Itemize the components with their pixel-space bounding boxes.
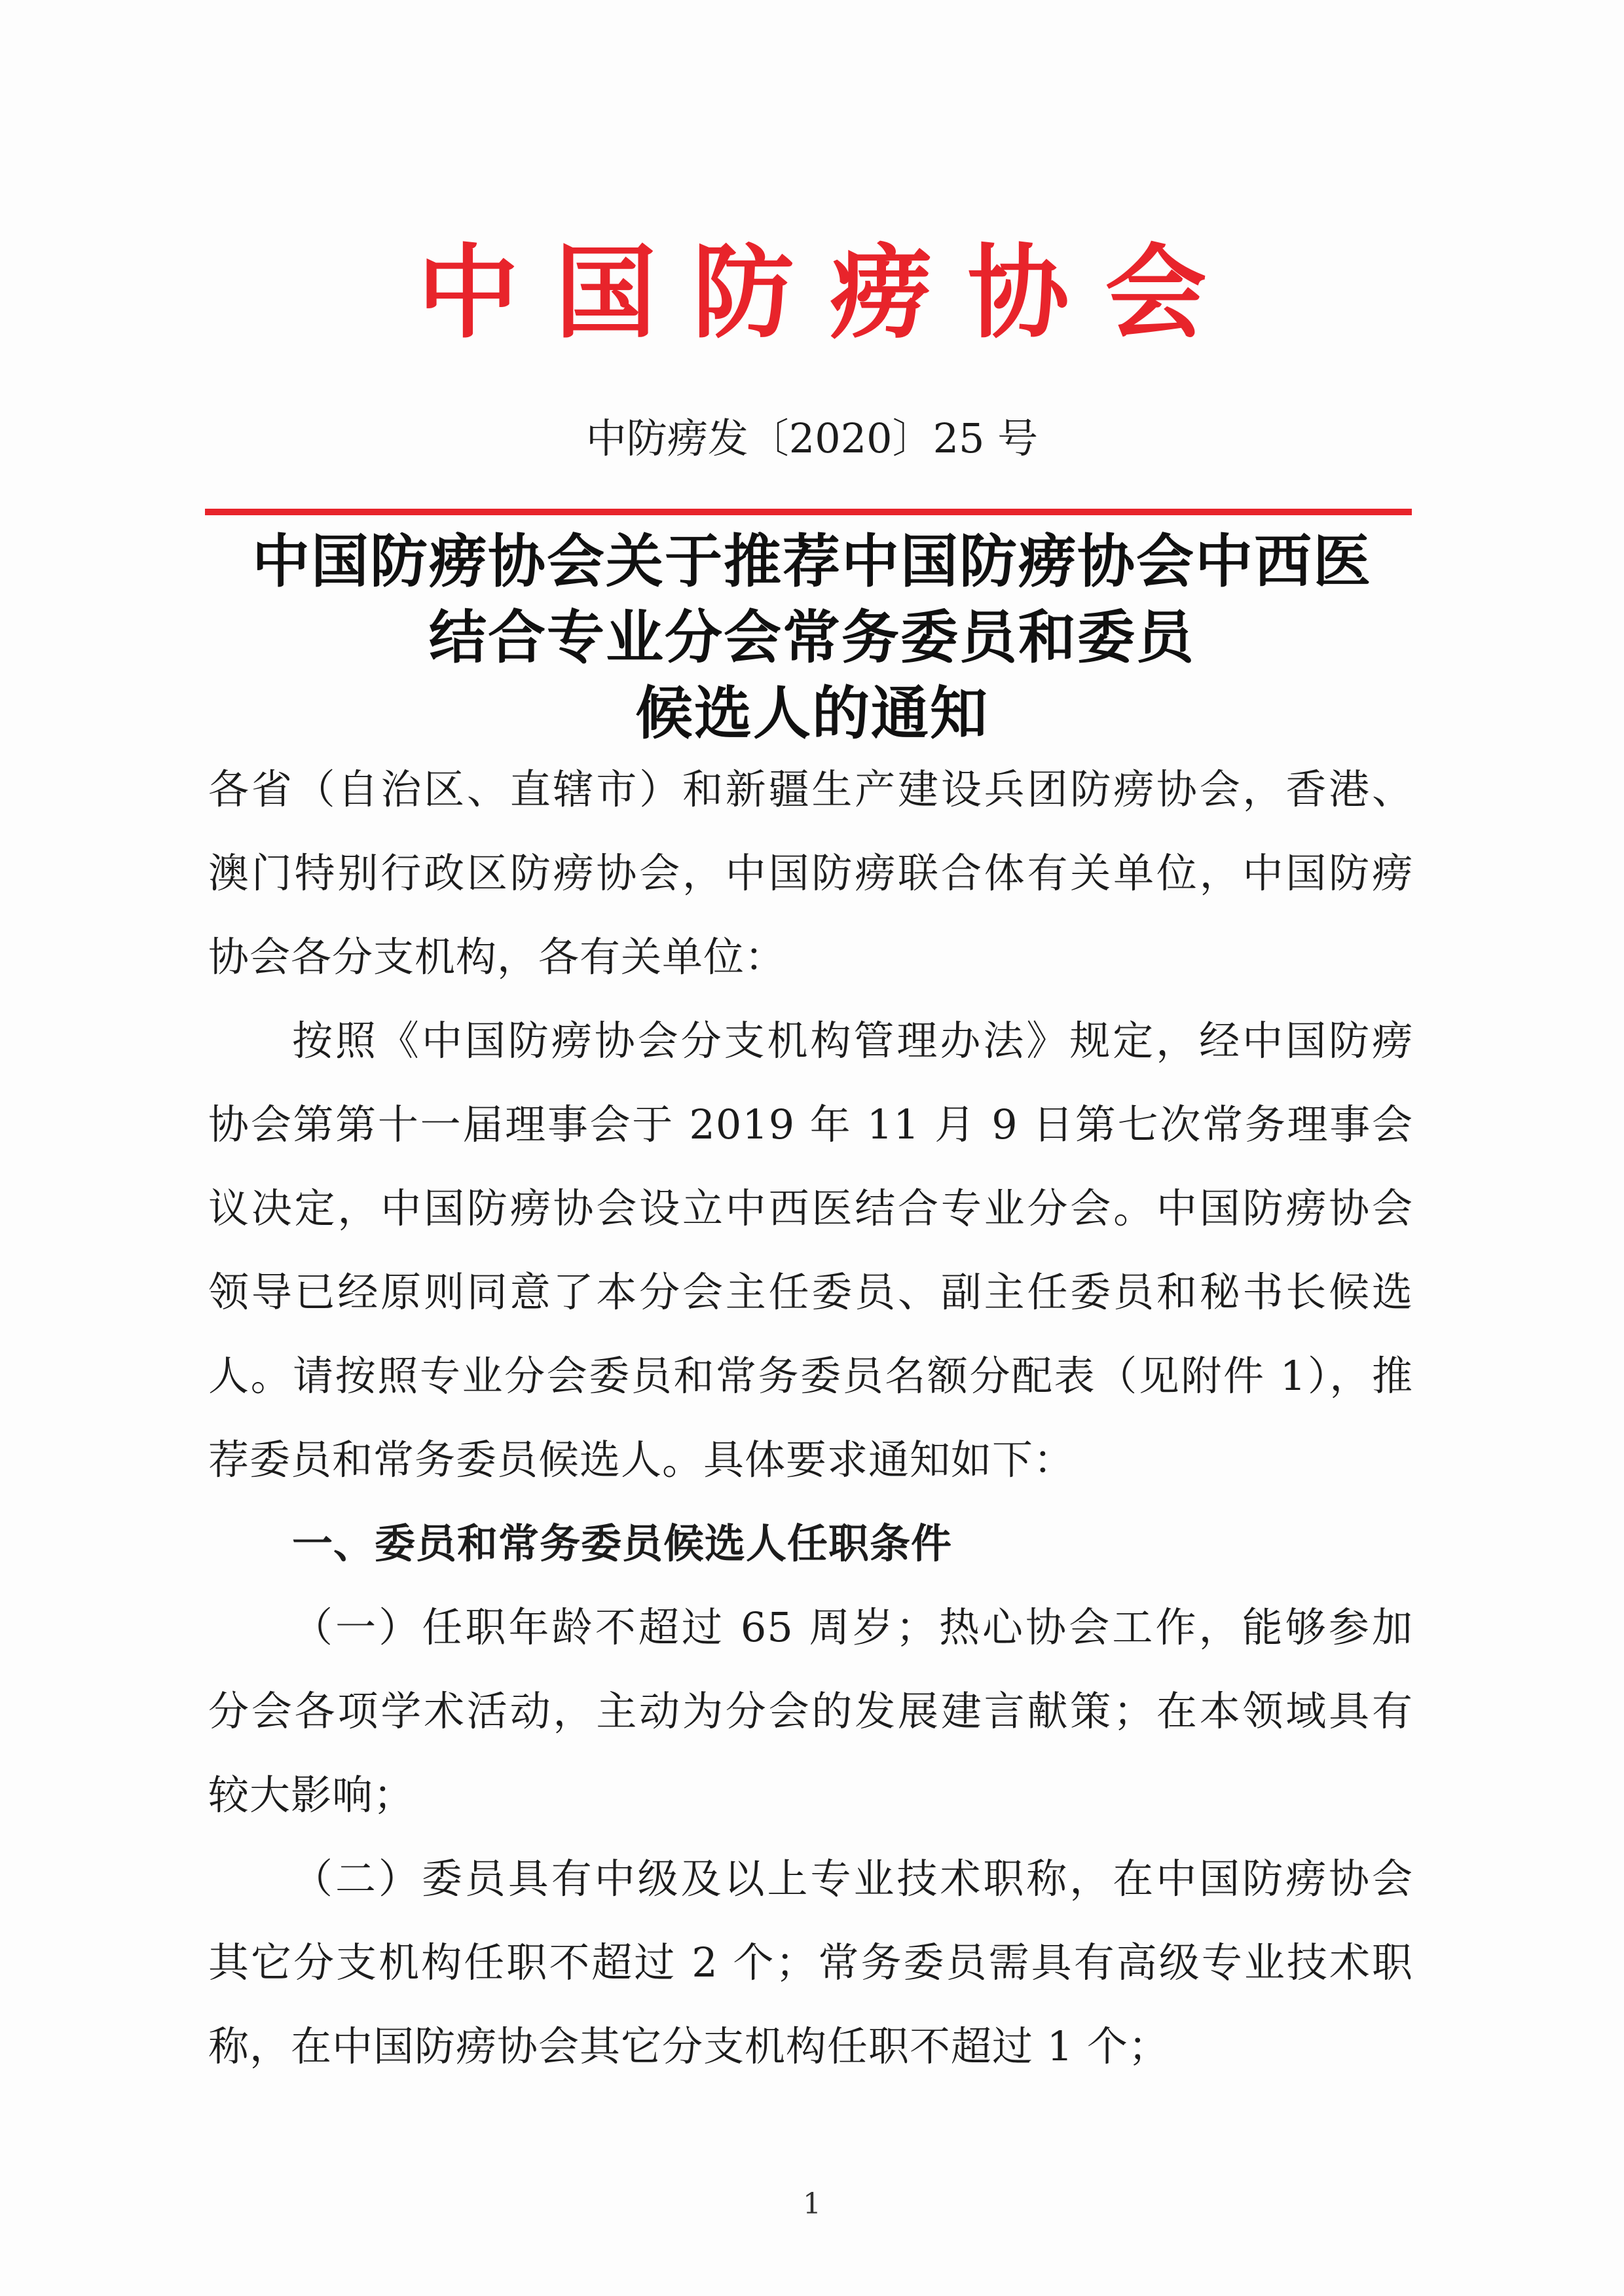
section-heading: 一、委员和常务委员候选人任职条件 <box>292 1520 953 1567</box>
intro-paragraph-line: 荐委员和常务委员候选人。具体要求通知如下： <box>208 1436 1075 1484</box>
page-number: 1 <box>803 2187 821 2221</box>
condition-1-line: 分会各项学术活动，主动为分会的发展建言献策；在本领域具有 <box>208 1687 1413 1735</box>
condition-2-line: 其它分支机构任职不超过 2 个；常务委员需具有高级专业技术职 <box>208 1939 1413 1986</box>
condition-2-line: （二）委员具有中级及以上专业技术职称，在中国防痨协会 <box>292 1855 1413 1903</box>
addressee-line: 协会各分支机构，各有关单位： <box>208 933 786 981</box>
condition-1-line: 较大影响； <box>208 1771 415 1819</box>
red-divider-rule <box>205 509 1412 515</box>
title-line: 中国防痨协会关于推荐中国防痨协会中西医 <box>251 527 1372 595</box>
intro-paragraph-line: 议决定，中国防痨协会设立中西医结合专业分会。中国防痨协会 <box>208 1184 1413 1232</box>
condition-2-line: 称，在中国防痨协会其它分支机构任职不超过 1 个； <box>208 2022 1170 2070</box>
intro-paragraph-line: 按照《中国防痨协会分支机构管理办法》规定，经中国防痨 <box>292 1017 1413 1065</box>
title-line: 候选人的通知 <box>635 679 989 747</box>
title-line: 结合专业分会常务委员和委员 <box>428 603 1195 671</box>
document-number: 中防痨发〔2020〕25 号 <box>585 414 1039 462</box>
addressee-line: 各省（自治区、直辖市）和新疆生产建设兵团防痨协会，香港、 <box>208 765 1413 813</box>
intro-paragraph-line: 人。请按照专业分会委员和常务委员名额分配表（见附件 1），推 <box>208 1352 1413 1400</box>
intro-paragraph-line: 领导已经原则同意了本分会主任委员、副主任委员和秘书长候选 <box>208 1268 1413 1316</box>
intro-paragraph-line: 协会第第十一届理事会于 2019 年 11 月 9 日第七次常务理事会 <box>208 1101 1413 1148</box>
addressee-line: 澳门特别行政区防痨协会，中国防痨联合体有关单位，中国防痨 <box>208 849 1413 897</box>
condition-1-line: （一）任职年龄不超过 65 周岁；热心协会工作，能够参加 <box>292 1603 1413 1651</box>
org-letterhead: 中国防痨协会 <box>417 234 1243 352</box>
notice-title <box>0 523 1624 751</box>
notice-body <box>208 748 1413 2088</box>
